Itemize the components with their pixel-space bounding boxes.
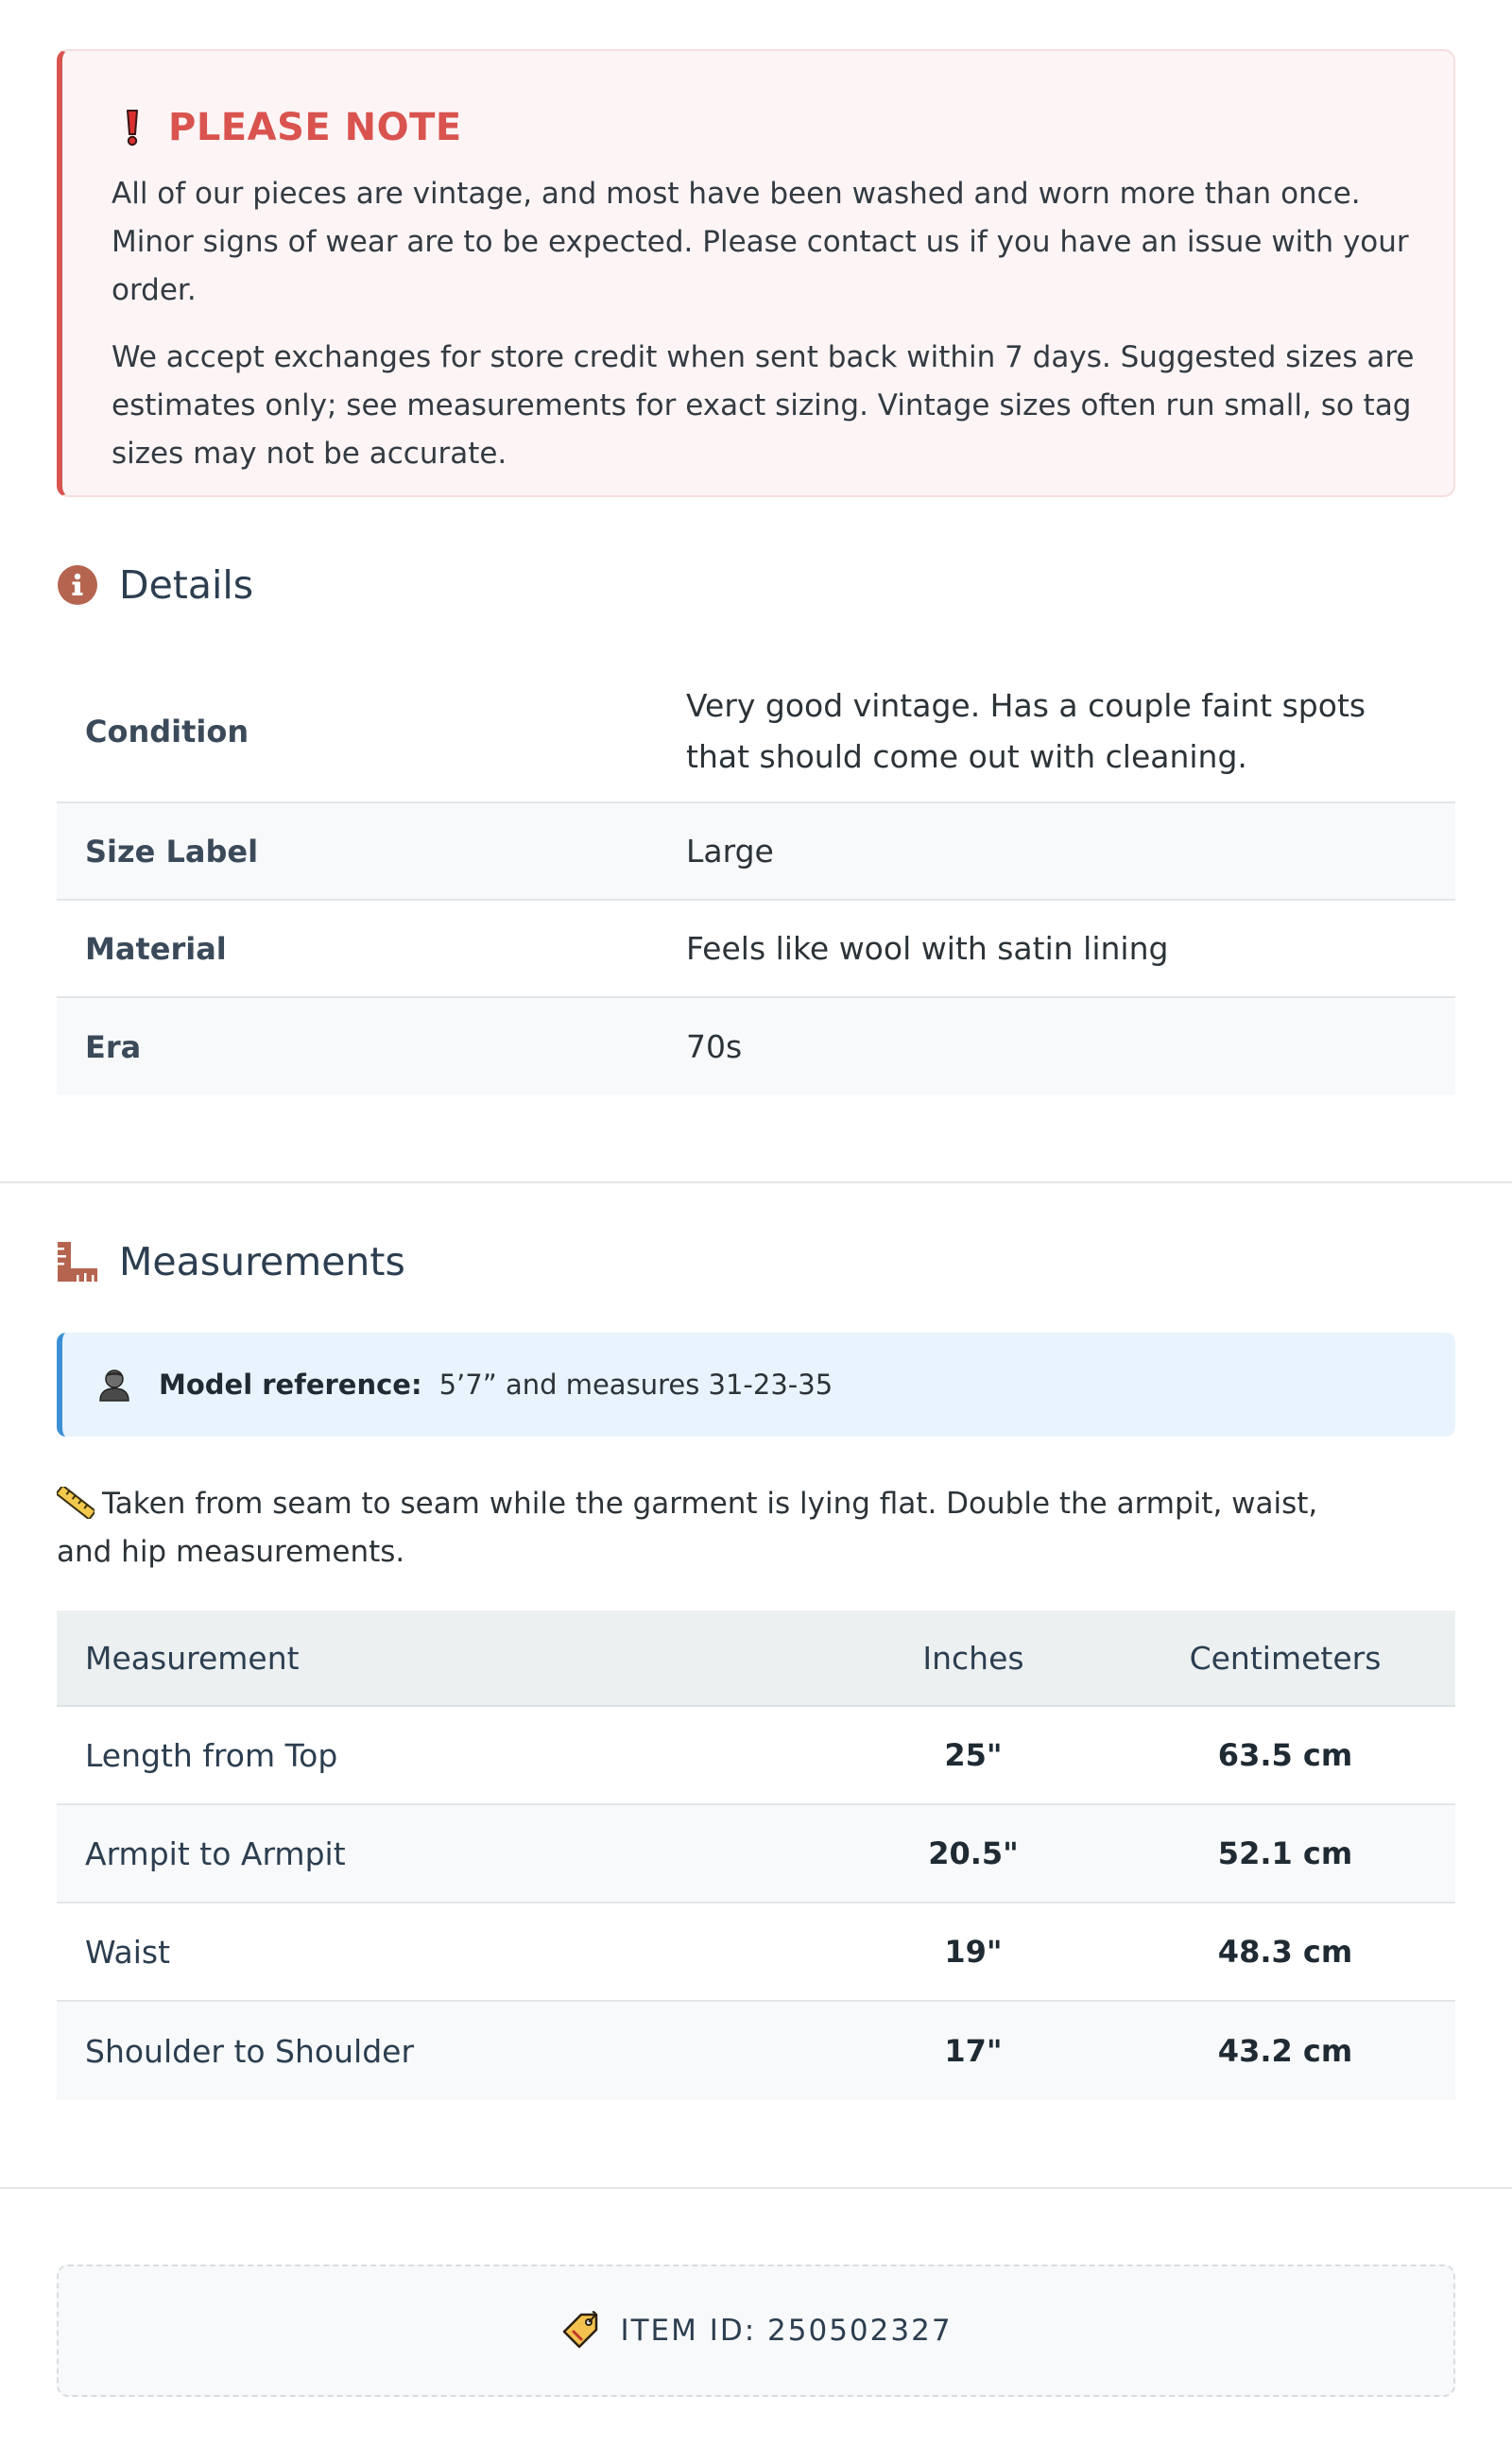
details-table (57, 662, 1455, 1095)
measurement-note-text: Taken from seam to seam while the garment is lying flat. Double the armpit, waist, and hip measurements. (57, 1487, 1318, 1569)
model-reference-value: 5’7” and measures 31-23-35 (438, 1369, 833, 1401)
details-row (57, 803, 1455, 901)
details-value: 70s (686, 1027, 743, 1065)
column-header-centimeters: Centimeters (1189, 1639, 1382, 1677)
details-title: Details (119, 562, 254, 608)
measurement-cm: 52.1 cm (1217, 1835, 1353, 1871)
measurement-cm: 43.2 cm (1217, 2033, 1353, 2069)
measurements-header (57, 1239, 405, 1284)
notice-paragraph: All of our pieces are vintage, and most have been washed and worn more than once. Minor signs of wear are to be expected. Please contact us if you have an issue with your order. (112, 177, 1409, 307)
details-row (57, 662, 1455, 803)
details-label: Era (85, 1028, 142, 1065)
details-row (57, 998, 1455, 1095)
notice-header (112, 104, 1402, 151)
measurement-name: Waist (85, 1933, 171, 1971)
table-row (57, 2002, 1455, 2100)
table-row (57, 1903, 1455, 2002)
table-header-row (57, 1611, 1455, 1707)
exclamation-icon (121, 107, 144, 148)
details-value: Very good vintage. Has a couple faint spots that should come out with cleaning. (686, 687, 1366, 775)
section-divider (0, 1181, 1512, 1183)
tag-icon (559, 2310, 601, 2351)
notice-title: PLEASE NOTE (168, 106, 462, 149)
column-header-inches: Inches (922, 1639, 1024, 1677)
measurement-cm: 48.3 cm (1217, 1934, 1353, 1970)
measurement-name: Armpit to Armpit (85, 1834, 346, 1872)
measurement-inches: 20.5" (928, 1835, 1019, 1871)
item-id-text: ITEM ID: 250502327 (620, 2314, 953, 2348)
measurements-table (57, 1611, 1455, 2100)
straight-ruler-icon (57, 1486, 94, 1518)
measurements-title: Measurements (119, 1239, 405, 1284)
measurement-name: Shoulder to Shoulder (85, 2032, 415, 2070)
table-row (57, 1805, 1455, 1903)
notice-paragraph: We accept exchanges for store credit when sent back within 7 days. Suggested sizes are estimates only; see measurements for exact sizing. Vintage sizes often run small, so tag sizes may not be accurate. (112, 340, 1415, 471)
ruler-icon (57, 1241, 98, 1283)
measurement-name: Length from Top (85, 1736, 338, 1774)
table-row (57, 1707, 1455, 1805)
details-label: Condition (85, 714, 249, 749)
item-id-box (57, 2265, 1455, 2397)
info-circle-icon (57, 564, 98, 606)
measurement-inches: 17" (944, 2033, 1003, 2069)
measurement-cm: 63.5 cm (1217, 1737, 1353, 1773)
model-reference-label: Model reference: (159, 1369, 422, 1401)
details-value: Feels like wool with satin lining (686, 929, 1169, 967)
column-header-measurement: Measurement (85, 1639, 300, 1677)
details-label: Size Label (85, 833, 259, 870)
measurement-note (57, 1480, 1380, 1576)
model-reference-box (57, 1333, 1455, 1437)
details-row (57, 901, 1455, 998)
person-icon (96, 1367, 132, 1403)
details-label: Material (85, 930, 227, 967)
details-value: Large (686, 832, 774, 870)
details-header (57, 562, 253, 608)
measurement-inches: 25" (944, 1737, 1003, 1773)
measurement-inches: 19" (944, 1934, 1003, 1970)
notice-box (57, 49, 1455, 497)
section-divider (0, 2187, 1512, 2189)
